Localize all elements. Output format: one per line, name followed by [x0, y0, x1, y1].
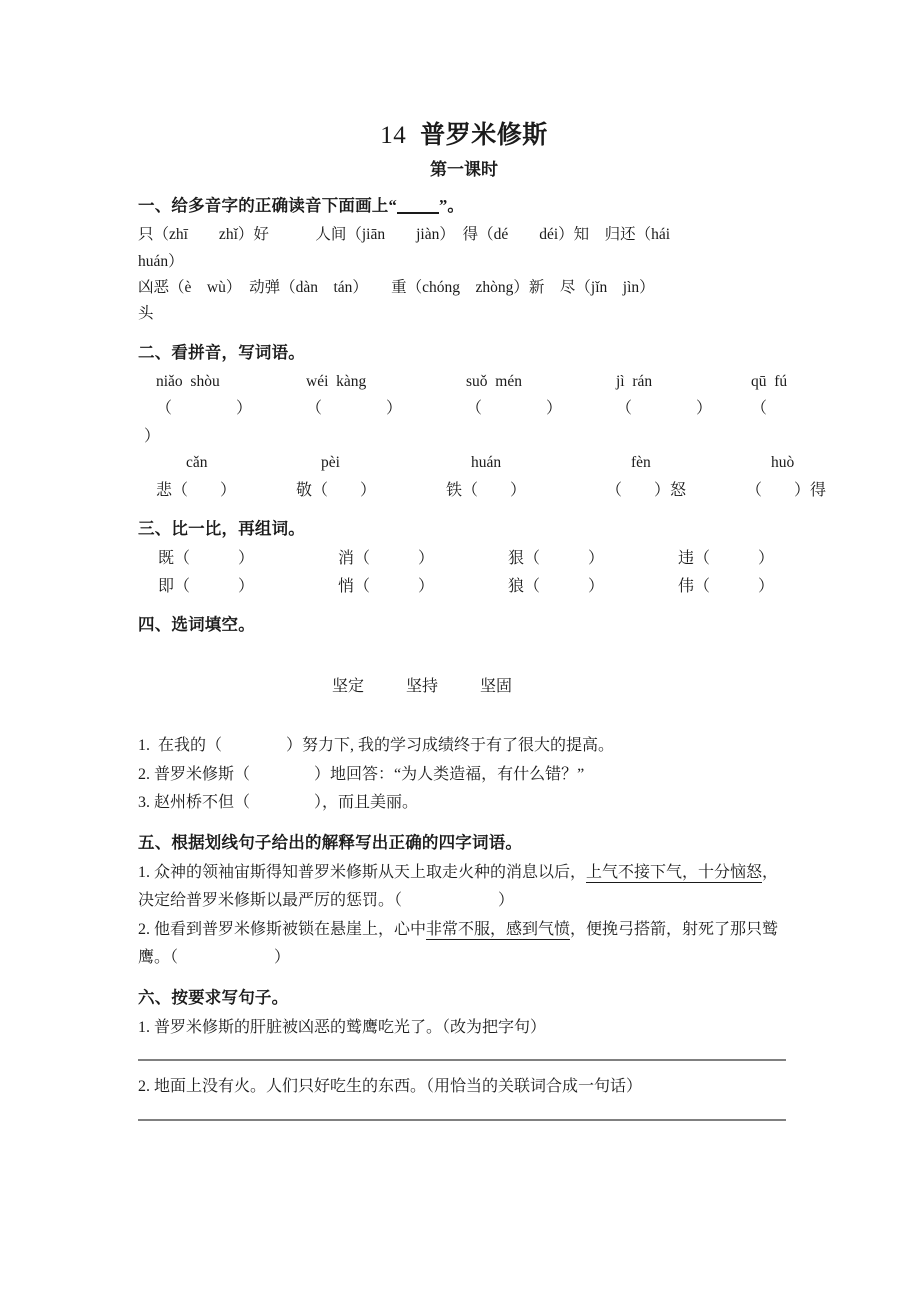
section-1-heading [138, 194, 790, 218]
page-title [138, 0, 790, 151]
answer-bracket[interactable]: 铁（ ） [446, 481, 527, 499]
pinyin-cell: qū fú [751, 372, 788, 390]
section-6-question-1[interactable]: 1. 普罗米修斯的肝脏被凶恶的鹫鹰吃光了。（改为把字句） [138, 1018, 547, 1036]
q2-underlined-phrase: 非常不服，感到气愤 [426, 920, 571, 938]
word-build-cell[interactable]: 伟（ ） [678, 577, 775, 595]
section-2-pinyin-row-1 [138, 369, 790, 396]
answer-bracket[interactable]: 敬（ ） [296, 481, 377, 499]
section-4-question-3[interactable]: 3. 赵州桥不但（ ），而且美丽。 [138, 794, 419, 812]
q2-mid: ，便挽弓搭箭， [570, 920, 683, 938]
word-build-cell[interactable]: 即（ ） [158, 577, 255, 595]
section-6-question-2[interactable]: 2. 地面上没有火。人们只好吃生的东西。（用恰当的关联词合成一句话） [138, 1078, 643, 1096]
answer-bracket[interactable]: （ [751, 400, 768, 418]
pinyin-cell: huò [771, 454, 795, 472]
blank-underline [397, 212, 439, 214]
lesson-number: 14 [380, 122, 407, 149]
answer-bracket-wrap[interactable]: ） [144, 427, 161, 445]
pinyin-cell: suǒ mén [466, 372, 522, 390]
section-1-heading-suffix: ”。 [438, 196, 465, 216]
polyphone-line-4: 头 [138, 305, 154, 323]
polyphone-line-3: 凶恶（è wù） 动弹（dàn tán） 重（chóng zhòng）新 尽（jǐn jìn） [138, 278, 655, 296]
polyphone-line-2: huán） [138, 252, 184, 270]
word-build-cell[interactable]: 违（ ） [678, 550, 775, 568]
answer-bracket[interactable]: （ ） [616, 400, 713, 418]
section-1-body [138, 222, 790, 327]
word-bank-option: 坚固 [480, 677, 513, 695]
word-build-cell[interactable]: 狼（ ） [508, 577, 605, 595]
section-3-row-2 [138, 573, 790, 601]
q2-prefix: 2. 他看到普罗米修斯被锁在悬崖上，心中 [138, 920, 427, 938]
section-4-heading: 四、选词填空。 [138, 615, 255, 635]
section-2-answer-row-2 [138, 477, 827, 505]
section-3-row-1 [138, 545, 790, 573]
section-5-question-2[interactable] [138, 916, 790, 973]
answer-bracket[interactable]: （ ） [466, 400, 563, 418]
pinyin-cell: cǎn [186, 454, 208, 472]
section-3-heading: 三、比一比，再组词。 [138, 519, 305, 539]
section-4-question-1[interactable]: 1. 在我的（ ）努力下, 我的学习成绩终于有了很大的提高。 [138, 737, 615, 755]
word-build-cell[interactable]: 消（ ） [338, 550, 435, 568]
polyphone-line-1: 只（zhī zhǐ）好 人间（jiān jiàn） 得（dé déi）知 归还（hái [138, 226, 671, 244]
lesson-name: 普罗米修斯 [420, 122, 548, 149]
word-build-cell[interactable]: 悄（ ） [338, 577, 435, 595]
section-5-question-1[interactable] [138, 859, 790, 916]
section-4-question-2[interactable]: 2. 普罗米修斯（ ）地回答：“为人类造福，有什么错？” [138, 765, 585, 783]
section-2-heading: 二、看拼音，写词语。 [138, 342, 305, 362]
answer-bracket[interactable]: 悲（ ） [156, 481, 237, 499]
section-5-heading: 五、根据划线句子给出的解释写出正确的四字词语。 [138, 832, 523, 852]
answer-bracket[interactable]: （ ）得 [746, 481, 827, 499]
pinyin-cell: niǎo shòu [156, 372, 220, 390]
section-1-heading-prefix: 一、给多音字的正确读音下面画上“ [138, 196, 397, 216]
answer-line-1[interactable] [138, 1059, 786, 1061]
pinyin-cell: wéi kàng [306, 372, 367, 390]
pinyin-cell: huán [471, 454, 502, 472]
answer-bracket[interactable]: （ ）怒 [606, 481, 687, 499]
pinyin-cell: jì rán [616, 372, 653, 390]
section-6-heading: 六、按要求写句子。 [138, 987, 289, 1007]
q1-suffix: ，决定给普罗米修斯以最严厉的惩罚。（ ） [138, 863, 779, 910]
word-bank-option: 坚持 [406, 677, 439, 695]
pinyin-cell: pèi [321, 454, 340, 472]
q1-underlined-phrase-b: 十分恼怒 [698, 863, 763, 881]
word-build-cell[interactable]: 既（ ） [158, 550, 255, 568]
answer-bracket[interactable]: （ ） [156, 400, 253, 418]
page-subtitle: 第一课时 [430, 160, 498, 180]
answer-line-2[interactable] [138, 1119, 786, 1121]
q1-prefix: 1. 众神的领袖宙斯得知普罗米修斯从天上取走火种的消息以后， [138, 863, 587, 881]
section-4-word-bank [138, 641, 790, 732]
section-2-answer-row-1 [138, 395, 790, 423]
q2-suffix: 射死了那只鹫鹰。（ ） [138, 920, 779, 967]
pinyin-cell: fèn [631, 454, 651, 472]
q1-underlined-phrase-a: 上气不接下气， [586, 863, 699, 881]
word-bank-option: 坚定 [332, 677, 365, 695]
section-2-pinyin-row-2 [138, 450, 795, 477]
answer-bracket[interactable]: （ ） [306, 400, 403, 418]
word-build-cell[interactable]: 狠（ ） [508, 550, 605, 568]
